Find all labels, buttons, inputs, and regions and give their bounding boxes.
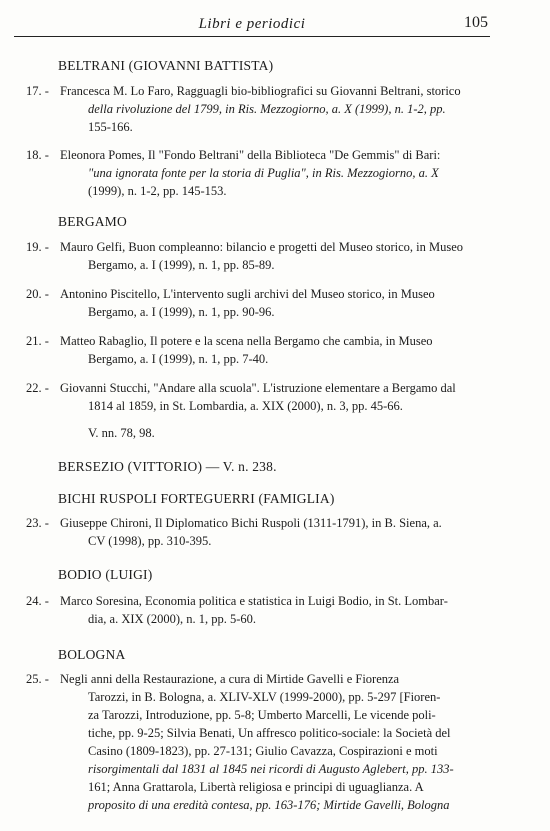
entry-line: Bergamo, a. I (1999), n. 1, pp. 85-89.: [88, 258, 275, 272]
entry-line: Mauro Gelfi, Buon compleanno: bilancio e progetti del Museo storico, in Museo: [60, 240, 464, 254]
entry-number: 19. -: [26, 240, 49, 254]
entry-line: Casino (1809-1823), pp. 27-131; Giulio Cavazza, Cospirazioni e moti: [88, 744, 438, 758]
entry-number: 25. -: [26, 672, 49, 686]
entry-number: 23. -: [26, 516, 49, 530]
entry-line: (1999), n. 1-2, pp. 145-153.: [88, 184, 227, 198]
entry-line: dia, a. XIX (2000), n. 1, pp. 5-60.: [88, 612, 257, 626]
running-title: Libri e periodici: [198, 16, 306, 32]
entry-number: 20. -: [26, 287, 49, 301]
entry-line: CV (1998), pp. 310-395.: [88, 534, 212, 548]
section-heading-bichi-ruspoli: BICHI RUSPOLI FORTEGUERRI (FAMIGLIA): [58, 491, 335, 506]
entry-line: Giuseppe Chironi, Il Diplomatico Bichi Ruspoli (1311-1791), in B. Siena, a.: [60, 516, 442, 530]
entry-number: 18. -: [26, 148, 49, 162]
section-heading-bodio: BODIO (LUIGI): [58, 567, 153, 582]
entry-line: Eleonora Pomes, Il "Fondo Beltrani" della Biblioteca "De Gemmis" di Bari:: [60, 148, 441, 162]
entry-line: tiche, pp. 9-25; Silvia Benati, Un affresco politico-sociale: la Società del: [88, 726, 451, 740]
section-heading-bersezio: BERSEZIO (VITTORIO) — V. n. 238.: [58, 459, 277, 474]
entry-number: 21. -: [26, 334, 49, 348]
entry-line: 161; Anna Grattarola, Libertà religiosa e principi di uguaglianza. A: [88, 780, 424, 794]
entry-line: 155-166.: [88, 120, 133, 134]
entry-line: za Tarozzi, Introduzione, pp. 5-8; Umberto Marcelli, Le vicende poli-: [88, 708, 436, 722]
entry-number: 24. -: [26, 594, 49, 608]
entry-line: Antonino Piscitello, L'intervento sugli archivi del Museo storico, in Museo: [60, 287, 435, 301]
section-heading-bergamo: BERGAMO: [58, 214, 127, 229]
entry-line: Marco Soresina, Economia politica e statistica in Luigi Bodio, in St. Lombar-: [60, 594, 448, 608]
entry-line: della rivoluzione del 1799, in Ris. Mezzogiorno, a. X (1999), n. 1-2, pp.: [88, 102, 446, 116]
entry-line: Tarozzi, in B. Bologna, a. XLIV-XLV (1999-2000), pp. 5-297 [Fioren-: [88, 690, 441, 704]
cross-reference-note: V. nn. 78, 98.: [88, 426, 155, 440]
entry-line: Bergamo, a. I (1999), n. 1, pp. 7-40.: [88, 352, 269, 366]
entry-line: "una ignorata fonte per la storia di Puglia", in Ris. Mezzogiorno, a. X: [88, 166, 439, 180]
entry-number: 22. -: [26, 381, 49, 395]
entry-line: Francesca M. Lo Faro, Ragguagli bio-bibliografici su Giovanni Beltrani, storico: [60, 84, 461, 98]
entry-number: 17. -: [26, 84, 49, 98]
entry-line: proposito di una eredità contesa, pp. 163-176; Mirtide Gavelli, Bologna: [88, 798, 450, 812]
entry-line: Matteo Rabaglio, Il potere e la scena nella Bergamo che cambia, in Museo: [60, 334, 433, 348]
entry-line: Negli anni della Restaurazione, a cura di Mirtide Gavelli e Fiorenza: [60, 672, 400, 686]
page-number: 105: [464, 14, 488, 31]
section-heading-bologna: BOLOGNA: [58, 647, 126, 662]
entry-line: risorgimentali dal 1831 al 1845 nei ricordi di Augusto Aglebert, pp. 133-: [88, 762, 454, 776]
section-heading-beltrani: BELTRANI (GIOVANNI BATTISTA): [58, 58, 274, 73]
page-header: [14, 12, 490, 37]
entry-line: Bergamo, a. I (1999), n. 1, pp. 90-96.: [88, 305, 275, 319]
entry-line: 1814 al 1859, in St. Lombardia, a. XIX (2000), n. 3, pp. 45-66.: [88, 399, 403, 413]
entry-line: Giovanni Stucchi, "Andare alla scuola". L'istruzione elementare a Bergamo dal: [60, 381, 456, 395]
